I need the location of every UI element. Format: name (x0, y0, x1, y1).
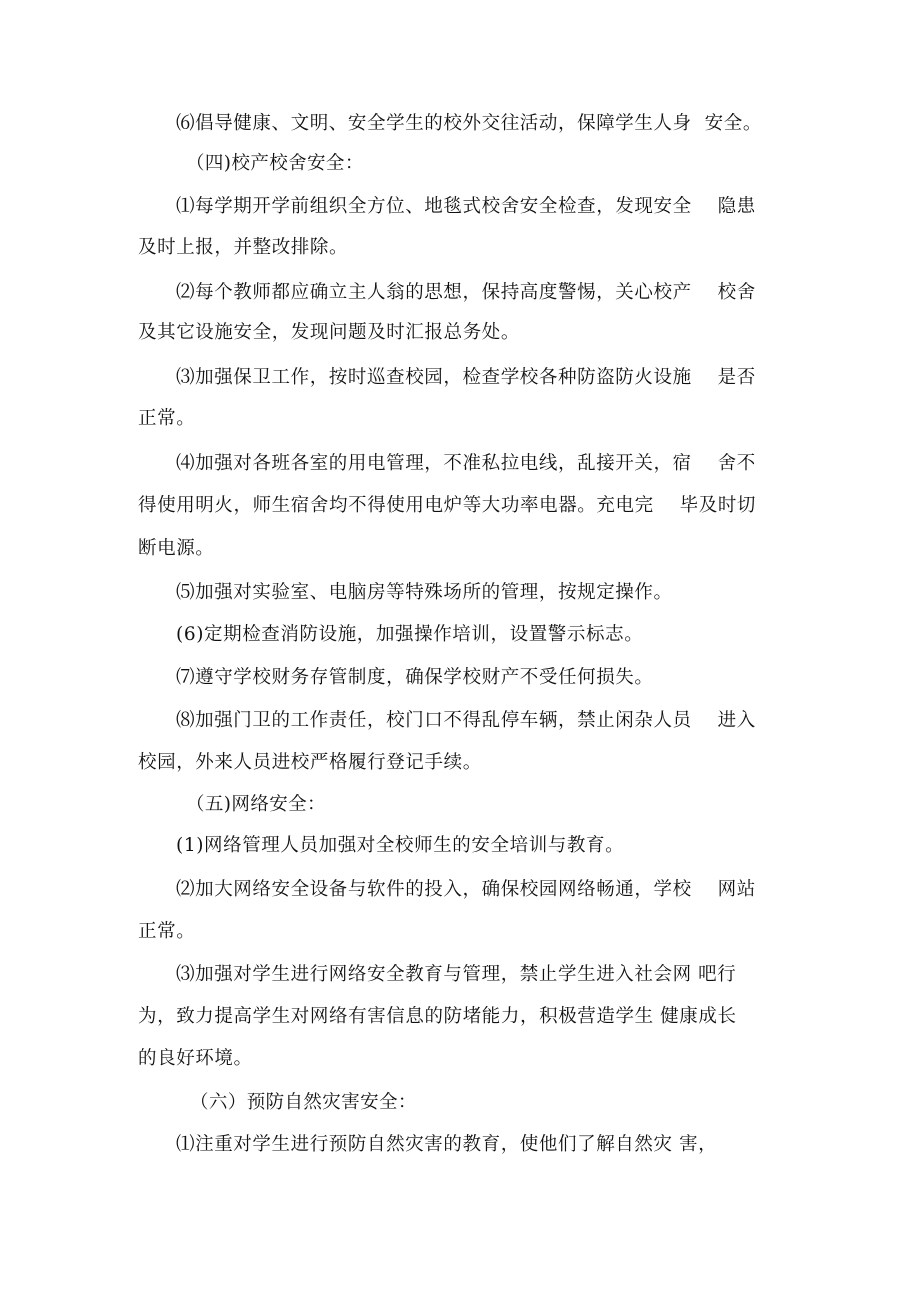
paragraph-line: 及其它设施安全，发现问题及时汇报总务处。 (138, 322, 521, 343)
paragraph-line: ⑶加强对学生进行网络安全教育与管理，禁止学生进入社会网 吧行 (176, 964, 737, 985)
paragraph-line: ⑵每个教师都应确立主人翁的思想，保持高度警惕，关心校产 校舍 (176, 282, 756, 303)
section-heading: （六）预防自然灾害安全： (190, 1092, 417, 1113)
paragraph-line: 的良好环境。 (138, 1048, 253, 1069)
paragraph-line: ⑷加强对各班各室的用电管理，不准私拉电线，乱接开关，宿 舍不 (176, 453, 756, 474)
paragraph-line: ⑵加大网络安全设备与软件的投入，确保校园网络畅通，学校 网站 (176, 879, 756, 900)
paragraph-line: (1)网络管理人员加强对全校师生的安全培训与教育。 (176, 835, 625, 856)
paragraph-line: (6)定期检查消防设施，加强操作培训，设置警示标志。 (176, 624, 644, 645)
section-heading: （四)校产校舍安全： (186, 153, 364, 174)
paragraph-line: 校园，外来人员进校严格履行登记手续。 (138, 752, 482, 773)
paragraph-line: 得使用明火，师生宿舍均不得使用电炉等大功率电器。充电完 毕及时切 (138, 495, 757, 516)
paragraph-line: ⑺遵守学校财务存管制度，确保学校财产不受任何损失。 (176, 667, 654, 688)
paragraph-line: ⑴每学期开学前组织全方位、地毯式校舍安全检查，发现安全 隐患 (176, 196, 756, 217)
paragraph-line: ⑴注重对学生进行预防自然灾害的教育，使他们了解自然灾 害， (176, 1134, 718, 1155)
paragraph-line: ⑸加强对实验室、电脑房等特殊场所的管理，按规定操作。 (176, 582, 673, 603)
paragraph-line: ⑹倡导健康、文明、安全学生的校外交往活动，保障学生人身 安全。 (176, 113, 762, 134)
paragraph-line: 为，致力提高学生对网络有害信息的防堵能力，积极营造学生 健康成长 (138, 1006, 737, 1027)
paragraph-line: 正常。 (138, 408, 196, 429)
paragraph-line: 断电源。 (138, 538, 215, 559)
paragraph-line: ⑻加强门卫的工作责任，校门口不得乱停车辆，禁止闲杂人员 进入 (176, 710, 756, 731)
section-heading: （五)网络安全： (186, 794, 326, 815)
paragraph-line: 及时上报，并整改排除。 (138, 237, 349, 258)
paragraph-line: ⑶加强保卫工作，按时巡查校园，检查学校各种防盗防火设施 是否 (176, 367, 756, 388)
paragraph-line: 正常。 (138, 921, 196, 942)
